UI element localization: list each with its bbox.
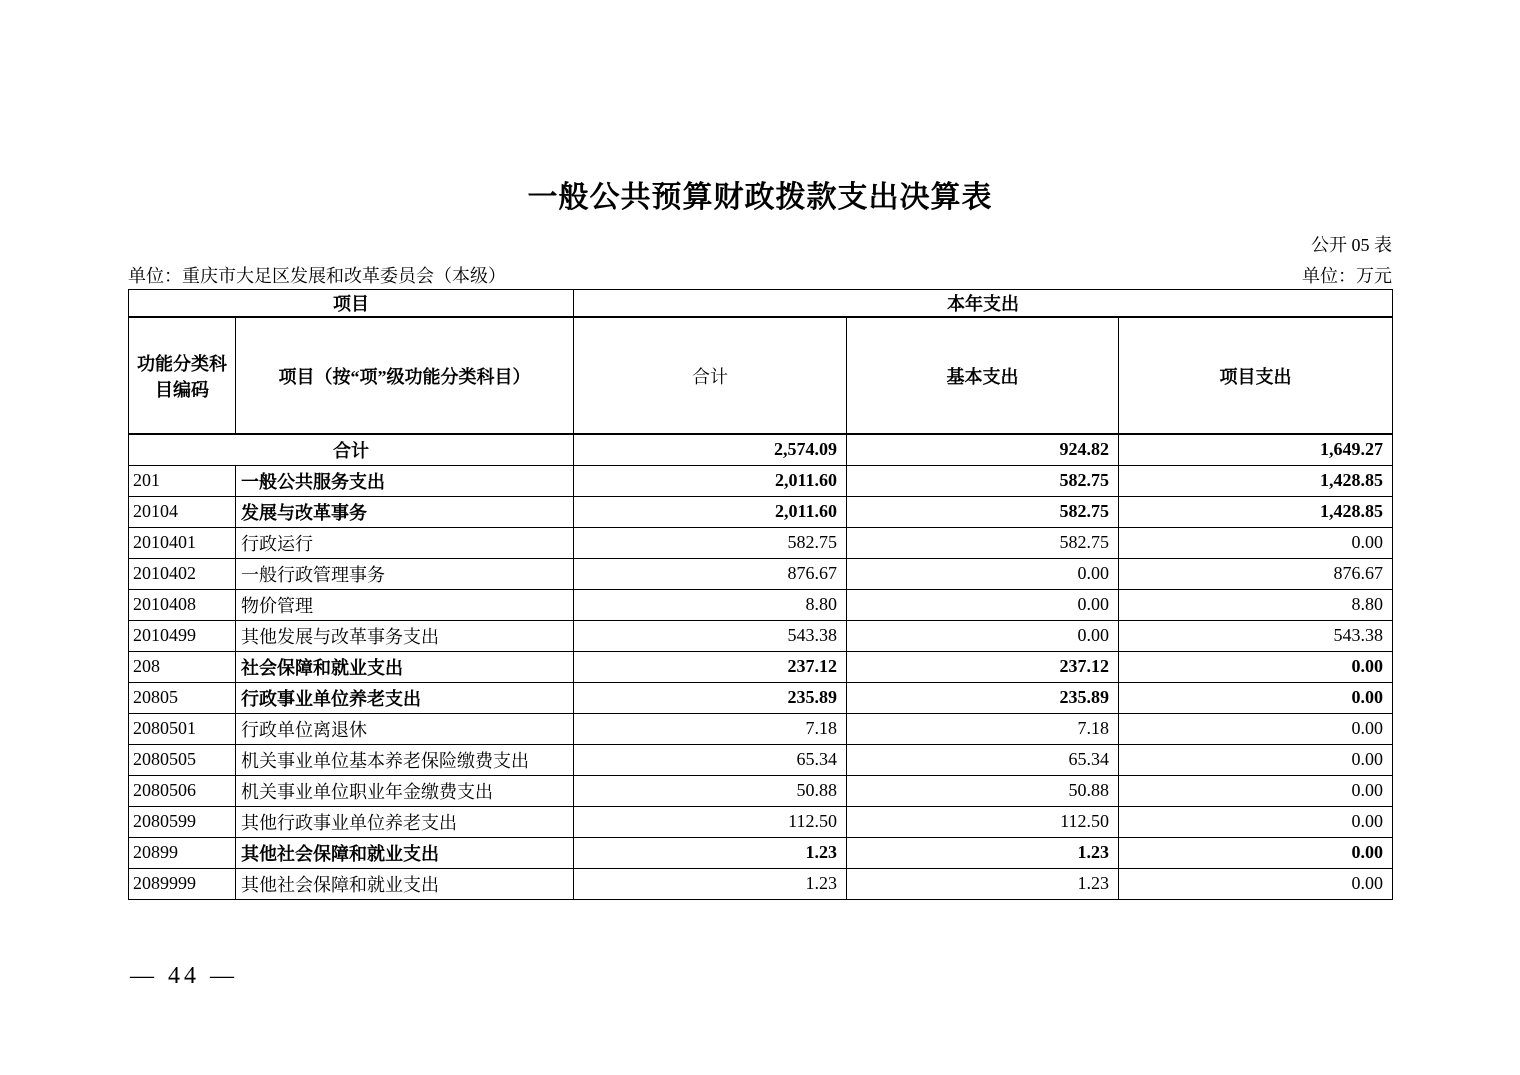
row-name: 社会保障和就业支出 <box>236 651 574 682</box>
table-row <box>129 806 1393 837</box>
row-function-code: 201 <box>129 465 236 496</box>
row-function-code: 20899 <box>129 837 236 868</box>
row-project-expenditure-value: 0.00 <box>1119 868 1393 899</box>
row-project-expenditure-value: 1,428.85 <box>1119 496 1393 527</box>
row-function-code: 2010401 <box>129 527 236 558</box>
row-basic-expenditure-value: 924.82 <box>847 434 1119 465</box>
row-basic-expenditure-value: 112.50 <box>847 806 1119 837</box>
table-row <box>129 713 1393 744</box>
row-total-value: 2,011.60 <box>574 465 847 496</box>
table-row <box>129 837 1393 868</box>
currency-unit-label: 单位：万元 <box>1302 266 1392 286</box>
row-project-expenditure-value: 0.00 <box>1119 837 1393 868</box>
row-name: 行政运行 <box>236 527 574 558</box>
row-total-value: 8.80 <box>574 589 847 620</box>
row-name: 一般公共服务支出 <box>236 465 574 496</box>
table-row <box>129 496 1393 527</box>
row-basic-expenditure-value: 50.88 <box>847 775 1119 806</box>
row-project-expenditure-value: 1,649.27 <box>1119 434 1393 465</box>
row-name: 机关事业单位职业年金缴费支出 <box>236 775 574 806</box>
table-row <box>129 620 1393 651</box>
page-number: — 44 — <box>130 963 238 989</box>
row-project-expenditure-value: 0.00 <box>1119 651 1393 682</box>
row-function-code: 2080505 <box>129 744 236 775</box>
header-group-item: 项目 <box>129 290 574 318</box>
row-project-expenditure-value: 8.80 <box>1119 589 1393 620</box>
row-basic-expenditure-value: 237.12 <box>847 651 1119 682</box>
row-total-value: 50.88 <box>574 775 847 806</box>
table-row <box>129 744 1393 775</box>
table-header <box>129 290 1393 435</box>
row-function-code: 2080506 <box>129 775 236 806</box>
row-project-expenditure-value: 0.00 <box>1119 806 1393 837</box>
header-col-total: 合计 <box>574 317 847 434</box>
table-row <box>129 775 1393 806</box>
row-project-expenditure-value: 0.00 <box>1119 682 1393 713</box>
row-basic-expenditure-value: 582.75 <box>847 465 1119 496</box>
row-total-value: 235.89 <box>574 682 847 713</box>
table-row <box>129 527 1393 558</box>
row-function-code: 20805 <box>129 682 236 713</box>
row-total-value: 65.34 <box>574 744 847 775</box>
row-function-code: 2010408 <box>129 589 236 620</box>
row-name: 一般行政管理事务 <box>236 558 574 589</box>
table-row <box>129 651 1393 682</box>
row-basic-expenditure-value: 1.23 <box>847 868 1119 899</box>
reporting-unit-label: 单位：重庆市大足区发展和改革委员会（本级） <box>128 266 506 286</box>
table-row <box>129 682 1393 713</box>
row-total-value: 543.38 <box>574 620 847 651</box>
header-col-function-code: 功能分类科目编码 <box>129 317 236 434</box>
row-function-code: 2080599 <box>129 806 236 837</box>
row-basic-expenditure-value: 0.00 <box>847 620 1119 651</box>
row-basic-expenditure-value: 0.00 <box>847 558 1119 589</box>
row-project-expenditure-value: 0.00 <box>1119 775 1393 806</box>
row-basic-expenditure-value: 7.18 <box>847 713 1119 744</box>
row-name: 机关事业单位基本养老保险缴费支出 <box>236 744 574 775</box>
row-total-value: 1.23 <box>574 837 847 868</box>
table-row <box>129 465 1393 496</box>
row-function-code: 2089999 <box>129 868 236 899</box>
row-project-expenditure-value: 876.67 <box>1119 558 1393 589</box>
row-basic-expenditure-value: 0.00 <box>847 589 1119 620</box>
header-col-basic-expenditure: 基本支出 <box>847 317 1119 434</box>
row-name: 物价管理 <box>236 589 574 620</box>
row-total-value: 876.67 <box>574 558 847 589</box>
table-body <box>129 434 1393 899</box>
page-title: 一般公共预算财政拨款支出决算表 <box>527 181 993 214</box>
row-total-value: 2,574.09 <box>574 434 847 465</box>
row-name: 其他社会保障和就业支出 <box>236 837 574 868</box>
header-col-project-expenditure: 项目支出 <box>1119 317 1393 434</box>
row-basic-expenditure-value: 65.34 <box>847 744 1119 775</box>
row-name: 其他发展与改革事务支出 <box>236 620 574 651</box>
table-row <box>129 558 1393 589</box>
row-project-expenditure-value: 543.38 <box>1119 620 1393 651</box>
row-project-expenditure-value: 0.00 <box>1119 713 1393 744</box>
table-row <box>129 434 1393 465</box>
table-row <box>129 589 1393 620</box>
header-group-row <box>129 290 1393 318</box>
row-basic-expenditure-value: 235.89 <box>847 682 1119 713</box>
header-columns-row <box>129 317 1393 434</box>
table-row <box>129 868 1393 899</box>
budget-table <box>128 289 1393 900</box>
row-function-code: 2010499 <box>129 620 236 651</box>
table-number-label: 公开 05 表 <box>1311 235 1392 255</box>
row-basic-expenditure-value: 582.75 <box>847 496 1119 527</box>
row-basic-expenditure-value: 582.75 <box>847 527 1119 558</box>
row-function-code: 208 <box>129 651 236 682</box>
row-total-value: 1.23 <box>574 868 847 899</box>
row-total-value: 237.12 <box>574 651 847 682</box>
unit-line <box>128 262 1392 288</box>
row-name: 行政单位离退休 <box>236 713 574 744</box>
row-project-expenditure-value: 0.00 <box>1119 527 1393 558</box>
row-project-expenditure-value: 1,428.85 <box>1119 465 1393 496</box>
row-name: 行政事业单位养老支出 <box>236 682 574 713</box>
header-group-current-year: 本年支出 <box>574 290 1393 318</box>
row-project-expenditure-value: 0.00 <box>1119 744 1393 775</box>
row-name: 合计 <box>129 434 574 465</box>
row-basic-expenditure-value: 1.23 <box>847 837 1119 868</box>
row-function-code: 2010402 <box>129 558 236 589</box>
row-function-code: 2080501 <box>129 713 236 744</box>
row-total-value: 112.50 <box>574 806 847 837</box>
header-col-item: 项目（按“项”级功能分类科目） <box>236 317 574 434</box>
row-total-value: 2,011.60 <box>574 496 847 527</box>
row-name: 发展与改革事务 <box>236 496 574 527</box>
row-function-code: 20104 <box>129 496 236 527</box>
row-total-value: 7.18 <box>574 713 847 744</box>
row-name: 其他社会保障和就业支出 <box>236 868 574 899</box>
row-name: 其他行政事业单位养老支出 <box>236 806 574 837</box>
row-total-value: 582.75 <box>574 527 847 558</box>
